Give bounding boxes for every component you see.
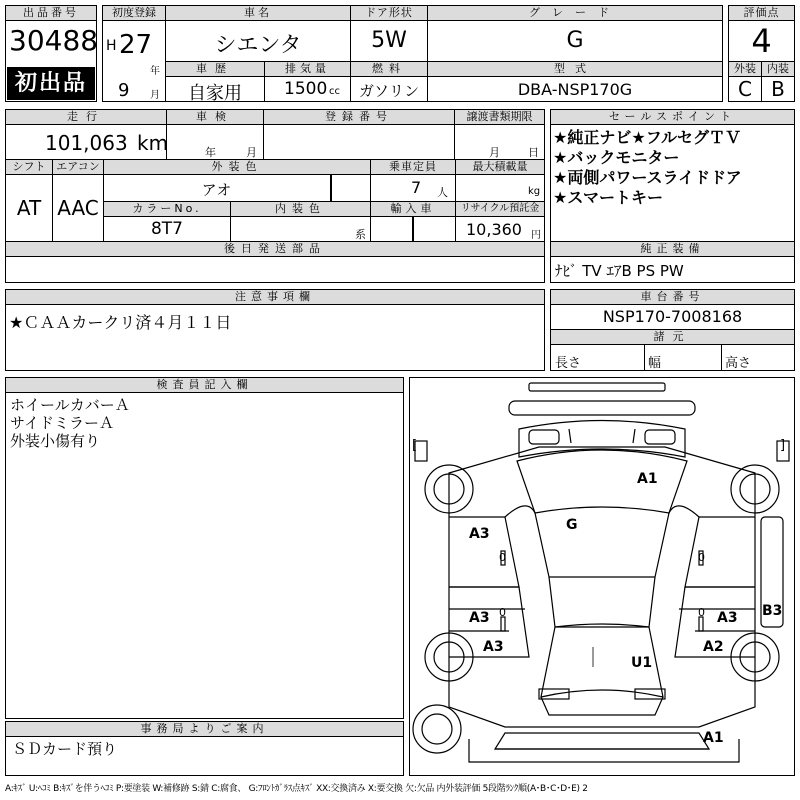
registration-month: 9	[118, 80, 130, 101]
office-text: ＳＤカード預り	[12, 740, 118, 758]
plate-label: 登録番号	[263, 109, 455, 125]
inspection-label: 車検	[166, 109, 264, 125]
damage-mark: A3	[483, 639, 504, 655]
displacement-unit: cc	[329, 86, 340, 97]
registration-year-unit: 年	[150, 66, 160, 77]
exterior-color: アオ	[201, 181, 232, 199]
door-label: ドア形状	[350, 5, 428, 21]
sales-point: ★純正ナビ★フルセグＴＶ	[553, 128, 742, 147]
door-mark: 0	[698, 606, 705, 619]
shift: AT	[16, 196, 42, 220]
capacity-label: 乗車定員	[370, 159, 456, 175]
later-parts-box	[5, 256, 545, 283]
width-label: 幅	[648, 356, 662, 371]
transfer-month-unit: 月	[489, 146, 500, 159]
door-mark: 0	[698, 551, 705, 564]
equipment-label: 純正装備	[550, 241, 795, 257]
grade: G	[566, 28, 584, 53]
registration-era: H	[106, 38, 117, 54]
max-load-unit: kg	[528, 186, 541, 197]
displacement-label: 排気量	[264, 61, 351, 77]
color-number-label: カラーNo.	[103, 201, 231, 217]
history-label: 車歴	[165, 61, 265, 77]
color-label: 外装色	[103, 159, 371, 175]
displacement: 1500	[284, 79, 328, 99]
registration-month-unit: 月	[150, 90, 160, 101]
score: 4	[751, 22, 772, 60]
first-listing-badge: 初出品	[7, 67, 95, 100]
diagram-bracket-left: [	[412, 438, 418, 453]
color-number: 8T7	[150, 219, 184, 239]
damage-mark: A2	[703, 639, 724, 655]
sales-points-list	[553, 128, 793, 208]
inspector-note: ホイールカバーＡ	[10, 396, 130, 414]
capacity-unit: 人	[437, 186, 448, 199]
model-label: 型式	[427, 61, 723, 77]
dimensions-label: 諸元	[550, 329, 795, 345]
car-damage-diagram	[409, 377, 795, 776]
damage-mark: A3	[469, 610, 490, 626]
max-load-label: 最大積載量	[455, 159, 545, 175]
sales-point: ★バックモニター	[553, 148, 680, 167]
interior-grade: B	[771, 77, 785, 101]
inspector-note: 外装小傷有り	[10, 432, 101, 450]
interior-color-unit: 系	[355, 228, 366, 241]
office-label: 事務局よりご案内	[5, 721, 404, 737]
exterior-grade: C	[738, 77, 752, 101]
plate-box	[263, 124, 455, 160]
history: 自家用	[188, 83, 242, 104]
damage-mark: U1	[631, 655, 653, 671]
capacity: 7	[411, 178, 422, 197]
damage-mark: A3	[469, 526, 490, 542]
chassis-label: 車台番号	[550, 289, 795, 305]
color-divider	[330, 174, 332, 202]
import-divider	[412, 216, 414, 242]
grade-label: グレード	[427, 5, 723, 21]
fuel-label: 燃料	[350, 61, 428, 77]
mileage: 101,063	[45, 131, 128, 155]
exterior-grade-label: 外装	[728, 61, 762, 77]
shift-label: シフト	[5, 159, 53, 175]
air-conditioner: AAC	[57, 196, 99, 220]
first-registration-label: 初度登録	[102, 5, 166, 21]
interior-grade-label: 内装	[761, 61, 795, 77]
fuel: ガソリン	[358, 82, 419, 100]
lot-number: 30488	[9, 24, 99, 57]
recycle-fee: 10,360	[466, 220, 522, 239]
later-parts-label: 後日発送部品	[5, 241, 545, 257]
inspector-notes	[10, 396, 130, 450]
chassis-number: NSP170-7008168	[602, 307, 743, 326]
mileage-unit: km	[137, 131, 169, 155]
recycle-label: リサイクル預託金	[455, 201, 545, 217]
model: DBA-NSP170G	[517, 80, 633, 99]
import-label: 輸入車	[370, 201, 456, 217]
car-name-label: 車名	[165, 5, 351, 21]
sales-point: ★スマートキー	[553, 188, 664, 207]
sales-point: ★両側パワースライドドア	[553, 168, 742, 187]
door-type: 5W	[371, 28, 407, 53]
damage-mark: A1	[703, 730, 724, 746]
legend: A:ｷｽﾞ U:ﾍｺﾐ B:ｷｽﾞを伴うﾍｺﾐ P:要塗装 W:補修跡 S:錆 C:腐食、 G:ﾌﾛﾝﾄｶﾞﾗｽ点ｷｽﾞ XX:交換済み X:要交換 欠:欠品 内外装評価 5段階ﾗﾝｸ順(A･B･C･D･E) 2	[5, 784, 588, 794]
inspector-note: サイドミラーＡ	[10, 414, 114, 432]
equipment: ﾅﾋﾞ TV ｴｱB PS PW	[555, 262, 684, 280]
transfer-day-unit: 日	[528, 146, 539, 159]
door-mark: 0	[499, 551, 506, 564]
notes-text: ★ＣＡＡカークリ済４月１１日	[9, 313, 232, 332]
registration-year: 27	[119, 30, 153, 60]
transfer-deadline-label: 譲渡書類期限	[454, 109, 545, 125]
inspection-month-unit: 月	[246, 146, 257, 159]
damage-mark: B3	[762, 603, 783, 619]
damage-mark: A1	[637, 471, 658, 487]
door-mark: 0	[499, 606, 506, 619]
notes-label: 注意事項欄	[5, 289, 545, 305]
inspection-year-unit: 年	[205, 146, 216, 159]
lot-number-label: 出品番号	[5, 5, 97, 21]
interior-color-label: 内装色	[230, 201, 371, 217]
recycle-fee-unit: 円	[531, 230, 541, 241]
inspector-label: 検査員記入欄	[5, 377, 404, 393]
ac-label: エアコン	[52, 159, 104, 175]
diagram-bracket-right: ]	[780, 438, 786, 453]
height-label: 高さ	[725, 356, 752, 371]
mileage-label: 走行	[5, 109, 167, 125]
interior-color-box	[230, 216, 371, 242]
sales-points-label: セールスポイント	[550, 109, 795, 125]
length-label: 長さ	[555, 356, 582, 371]
score-label: 評価点	[728, 5, 795, 21]
damage-mark: G	[566, 517, 578, 533]
car-name: シエンタ	[214, 33, 302, 58]
damage-mark: A3	[717, 610, 738, 626]
